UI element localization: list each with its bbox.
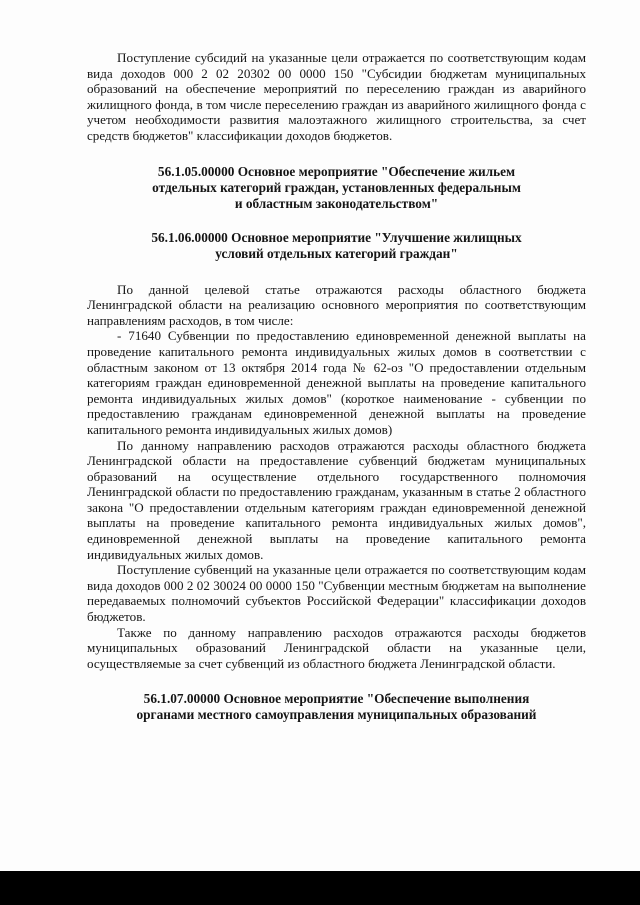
- paragraph-municipal-expenses: Также по данному направлению расходов отражаются расходы бюджетов муниципальных образований Ленинградской области на указанные цели, осуществляемые за счет субвенций из областного бюджета Ленинградской области.: [87, 624, 586, 671]
- section-heading-56-1-06: [87, 230, 586, 262]
- paragraph-subsidy-receipt: Поступление субсидий на указанные цели отражается по соответствующим кодам вида доходов 000 2 02 20302 00 0000 150 "Субсидии бюджетам муниципальных образований на обеспечение мероприятий по переселению граждан из аварийного жилищного фонда, в том числе переселению граждан из аварийного жилищного фонда с учетом необходимости развития малоэтажного жилищного строительства, за счет средств бюджетов" классификации доходов бюджетов.: [87, 50, 586, 143]
- heading-line: 56.1.07.00000 Основное мероприятие "Обеспечение выполнения: [143, 691, 530, 707]
- heading-line: и областным законодательством": [234, 195, 439, 211]
- scan-bottom-edge: [0, 871, 640, 905]
- paragraph-subvention-receipt: Поступление субвенций на указанные цели отражается по соответствующим кодам вида доходов 000 2 02 30024 00 0000 150 "Субвенции местным бюджетам на выполнение передаваемых полномочий субъектов Российской Федерации" классификации доходов бюджетов.: [87, 562, 586, 625]
- section-heading-56-1-07: [87, 691, 586, 723]
- heading-line: отдельных категорий граждан, установленных федеральным: [152, 179, 521, 195]
- paragraph-71640-subvention: - 71640 Субвенции по предоставлению единовременной денежной выплаты на проведение капитального ремонта индивидуальных жилых домов в соответствии с областным законом от 13 октября 2014 года № 62-оз "О предоставлении отдельным категориям граждан единовременной денежной выплаты на проведение капитального ремонта индивидуальных жилых домов" (короткое наименование - субвенции по предоставлению гражданам единовременной денежной выплаты на проведение капитального ремонта индивидуальных жилых домов): [87, 328, 586, 437]
- paragraph-direction-expenses: По данному направлению расходов отражаются расходы областного бюджета Ленинградской области на предоставление субвенций бюджетам муниципальных образований на осуществление отдельного государственного полномочия Ленинградской области по предоставлению гражданам, указанным в статье 2 областного закона "О предоставлении отдельным категориям граждан единовременной денежной выплаты на проведение капитального ремонта индивидуальных жилых домов", единовременной денежной выплаты на проведение капитального ремонта индивидуальных жилых домов.: [87, 437, 586, 562]
- heading-line: 56.1.05.00000 Основное мероприятие "Обеспечение жильем: [157, 163, 516, 179]
- heading-line: органами местного самоуправления муниципальных образований: [136, 707, 537, 723]
- section-heading-56-1-05: [87, 164, 586, 212]
- document-body: [87, 50, 586, 723]
- heading-line: 56.1.06.00000 Основное мероприятие "Улучшение жилищных: [151, 229, 522, 245]
- heading-line: условий отдельных категорий граждан": [215, 245, 458, 261]
- paragraph-target-article: По данной целевой статье отражаются расходы областного бюджета Ленинградской области на реализацию основного мероприятия по соответствующим направлениям расходов, в том числе:: [87, 281, 586, 328]
